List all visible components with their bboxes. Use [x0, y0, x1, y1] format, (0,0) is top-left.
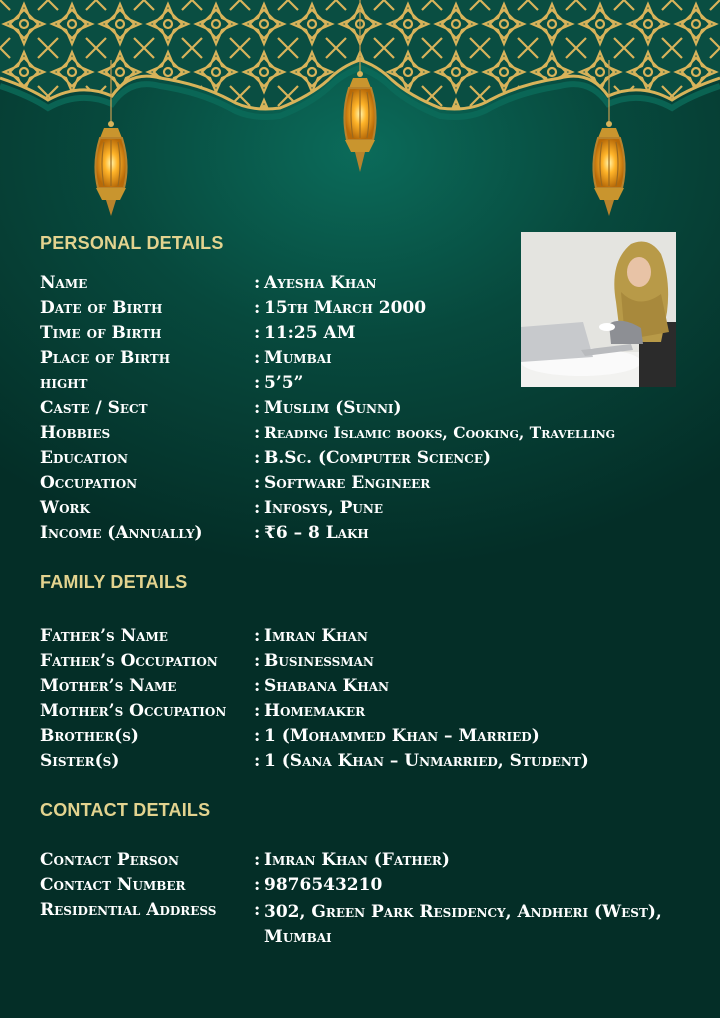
detail-row: [40, 298, 700, 323]
detail-value: ₹6 – 8 Lakh: [264, 523, 369, 543]
detail-label: Contact Person: [40, 850, 179, 870]
detail-row: [40, 323, 700, 348]
detail-row: [40, 423, 700, 448]
separator: :: [254, 900, 261, 920]
detail-label: Education: [40, 448, 128, 468]
detail-value: 9876543210: [264, 875, 383, 895]
detail-row: [40, 448, 700, 473]
detail-value: Shabana Khan: [264, 676, 389, 696]
detail-value: Ayesha Khan: [264, 273, 377, 293]
detail-value: Muslim (Sunni): [264, 398, 402, 418]
detail-label: Hobbies: [40, 423, 111, 443]
detail-label: Work: [40, 498, 90, 518]
detail-row: [40, 273, 700, 298]
detail-value: 11:25 AM: [264, 323, 356, 343]
detail-value: Mumbai: [264, 348, 332, 368]
lantern-icon: [88, 60, 134, 220]
detail-row: [40, 676, 700, 701]
detail-label: Father’s Occupation: [40, 651, 218, 671]
detail-label: Income (Annually): [40, 523, 203, 543]
separator: :: [254, 273, 261, 293]
detail-row: [40, 398, 700, 423]
detail-row: [40, 651, 700, 676]
detail-value: Software Engineer: [264, 473, 431, 493]
detail-value: Infosys, Pune: [264, 498, 383, 518]
detail-label: Date of Birth: [40, 298, 163, 318]
detail-row: [40, 900, 700, 950]
personal-details-list: [40, 273, 700, 548]
detail-label: Residential Address: [40, 900, 217, 920]
detail-label: Occupation: [40, 473, 138, 493]
separator: :: [254, 448, 261, 468]
personal-details-heading: PERSONAL DETAILS: [40, 233, 224, 253]
detail-label: Time of Birth: [40, 323, 162, 343]
contact-details-list: [40, 850, 700, 950]
separator: :: [254, 676, 261, 696]
detail-label: Brother(s): [40, 726, 139, 746]
lantern-icon: [337, 0, 383, 176]
detail-value: Homemaker: [264, 701, 366, 721]
lantern-icon: [586, 60, 632, 220]
detail-row: [40, 523, 700, 548]
separator: :: [254, 726, 261, 746]
separator: :: [254, 373, 261, 393]
detail-value: 1 (Sana Khan – Unmarried, Student): [264, 751, 589, 771]
detail-label: Caste / Sect: [40, 398, 148, 418]
detail-value: 15th March 2000: [264, 298, 427, 318]
detail-label: hight: [40, 373, 88, 393]
detail-label: Mother’s Occupation: [40, 701, 227, 721]
detail-row: [40, 726, 700, 751]
detail-row: [40, 373, 700, 398]
separator: :: [254, 701, 261, 721]
detail-value: 302, Green Park Residency, Andheri (West), Mumbai: [264, 902, 662, 947]
separator: :: [254, 850, 261, 870]
detail-row: [40, 626, 700, 651]
detail-row: [40, 473, 700, 498]
separator: :: [254, 626, 261, 646]
detail-label: Sister(s): [40, 751, 120, 771]
detail-label: Mother’s Name: [40, 676, 177, 696]
detail-row: [40, 875, 700, 900]
detail-label: Name: [40, 273, 88, 293]
separator: :: [254, 298, 261, 318]
separator: :: [254, 423, 261, 443]
detail-label: Contact Number: [40, 875, 186, 895]
detail-label: Place of Birth: [40, 348, 171, 368]
detail-value: Imran Khan: [264, 626, 368, 646]
separator: :: [254, 651, 261, 671]
detail-row: [40, 850, 700, 875]
family-details-heading: FAMILY DETAILS: [40, 572, 188, 592]
separator: :: [254, 523, 261, 543]
detail-label: Father’s Name: [40, 626, 168, 646]
detail-row: [40, 498, 700, 523]
detail-value: Imran Khan (Father): [264, 850, 450, 870]
detail-row: [40, 348, 700, 373]
separator: :: [254, 473, 261, 493]
family-details-list: [40, 626, 700, 776]
separator: :: [254, 875, 261, 895]
detail-value: 1 (Mohammed Khan – Married): [264, 726, 540, 746]
detail-row: [40, 751, 700, 776]
detail-value: B.Sc. (Computer Science): [264, 448, 492, 468]
separator: :: [254, 751, 261, 771]
separator: :: [254, 498, 261, 518]
detail-value: Reading Islamic books, Cooking, Travelling: [264, 423, 616, 442]
contact-details-heading: CONTACT DETAILS: [40, 800, 211, 820]
detail-value: 5’5”: [264, 373, 304, 393]
detail-value: Businessman: [264, 651, 374, 671]
separator: :: [254, 348, 261, 368]
separator: :: [254, 398, 261, 418]
detail-row: [40, 701, 700, 726]
separator: :: [254, 323, 261, 343]
